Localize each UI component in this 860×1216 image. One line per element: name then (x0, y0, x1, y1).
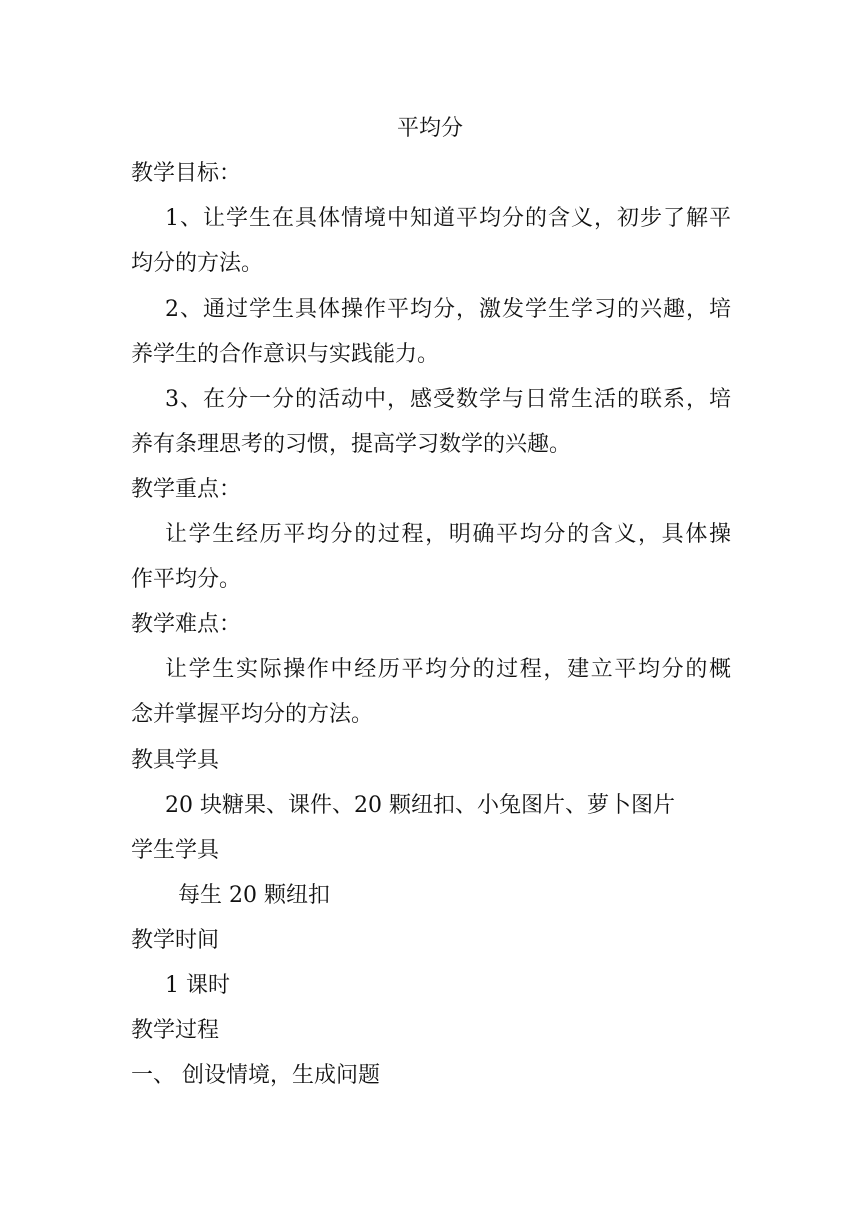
paragraph-line: 1、让学生在具体情境中知道平均分的含义，初步了解平 (165, 206, 731, 231)
paragraph-line: 1 课时 (165, 973, 230, 998)
paragraph-line: 念并掌握平均分的方法。 (131, 702, 374, 727)
section-heading-teaching-aids: 教具学具 (131, 748, 220, 773)
document-title: 平均分 (396, 116, 463, 141)
paragraph-line: 作平均分。 (131, 567, 242, 592)
paragraph-line: 2、通过学生具体操作平均分，激发学生学习的兴趣，培 (165, 297, 731, 322)
section-heading-difficulties: 教学难点： (131, 612, 242, 637)
paragraph-line: 每生 20 颗纽扣 (178, 883, 330, 908)
section-heading-key-points: 教学重点： (131, 477, 242, 502)
subsection-heading: 一、 创设情境，生成问题 (131, 1063, 380, 1088)
section-heading-teaching-time: 教学时间 (131, 928, 220, 953)
paragraph-line: 均分的方法。 (131, 251, 264, 276)
paragraph-line: 3、在分一分的活动中，感受数学与日常生活的联系，培 (165, 387, 731, 412)
paragraph-line: 20 块糖果、课件、20 颗纽扣、小兔图片、萝卜图片 (165, 793, 675, 818)
section-heading-objectives: 教学目标： (131, 161, 242, 186)
section-heading-student-aids: 学生学具 (131, 838, 220, 863)
section-heading-teaching-process: 教学过程 (131, 1018, 220, 1043)
paragraph-line: 养有条理思考的习惯，提高学习数学的兴趣。 (131, 432, 572, 457)
paragraph-line: 让学生实际操作中经历平均分的过程，建立平均分的概 (165, 657, 731, 682)
paragraph-line: 让学生经历平均分的过程，明确平均分的含义，具体操 (165, 522, 731, 547)
paragraph-line: 养学生的合作意识与实践能力。 (131, 342, 440, 367)
